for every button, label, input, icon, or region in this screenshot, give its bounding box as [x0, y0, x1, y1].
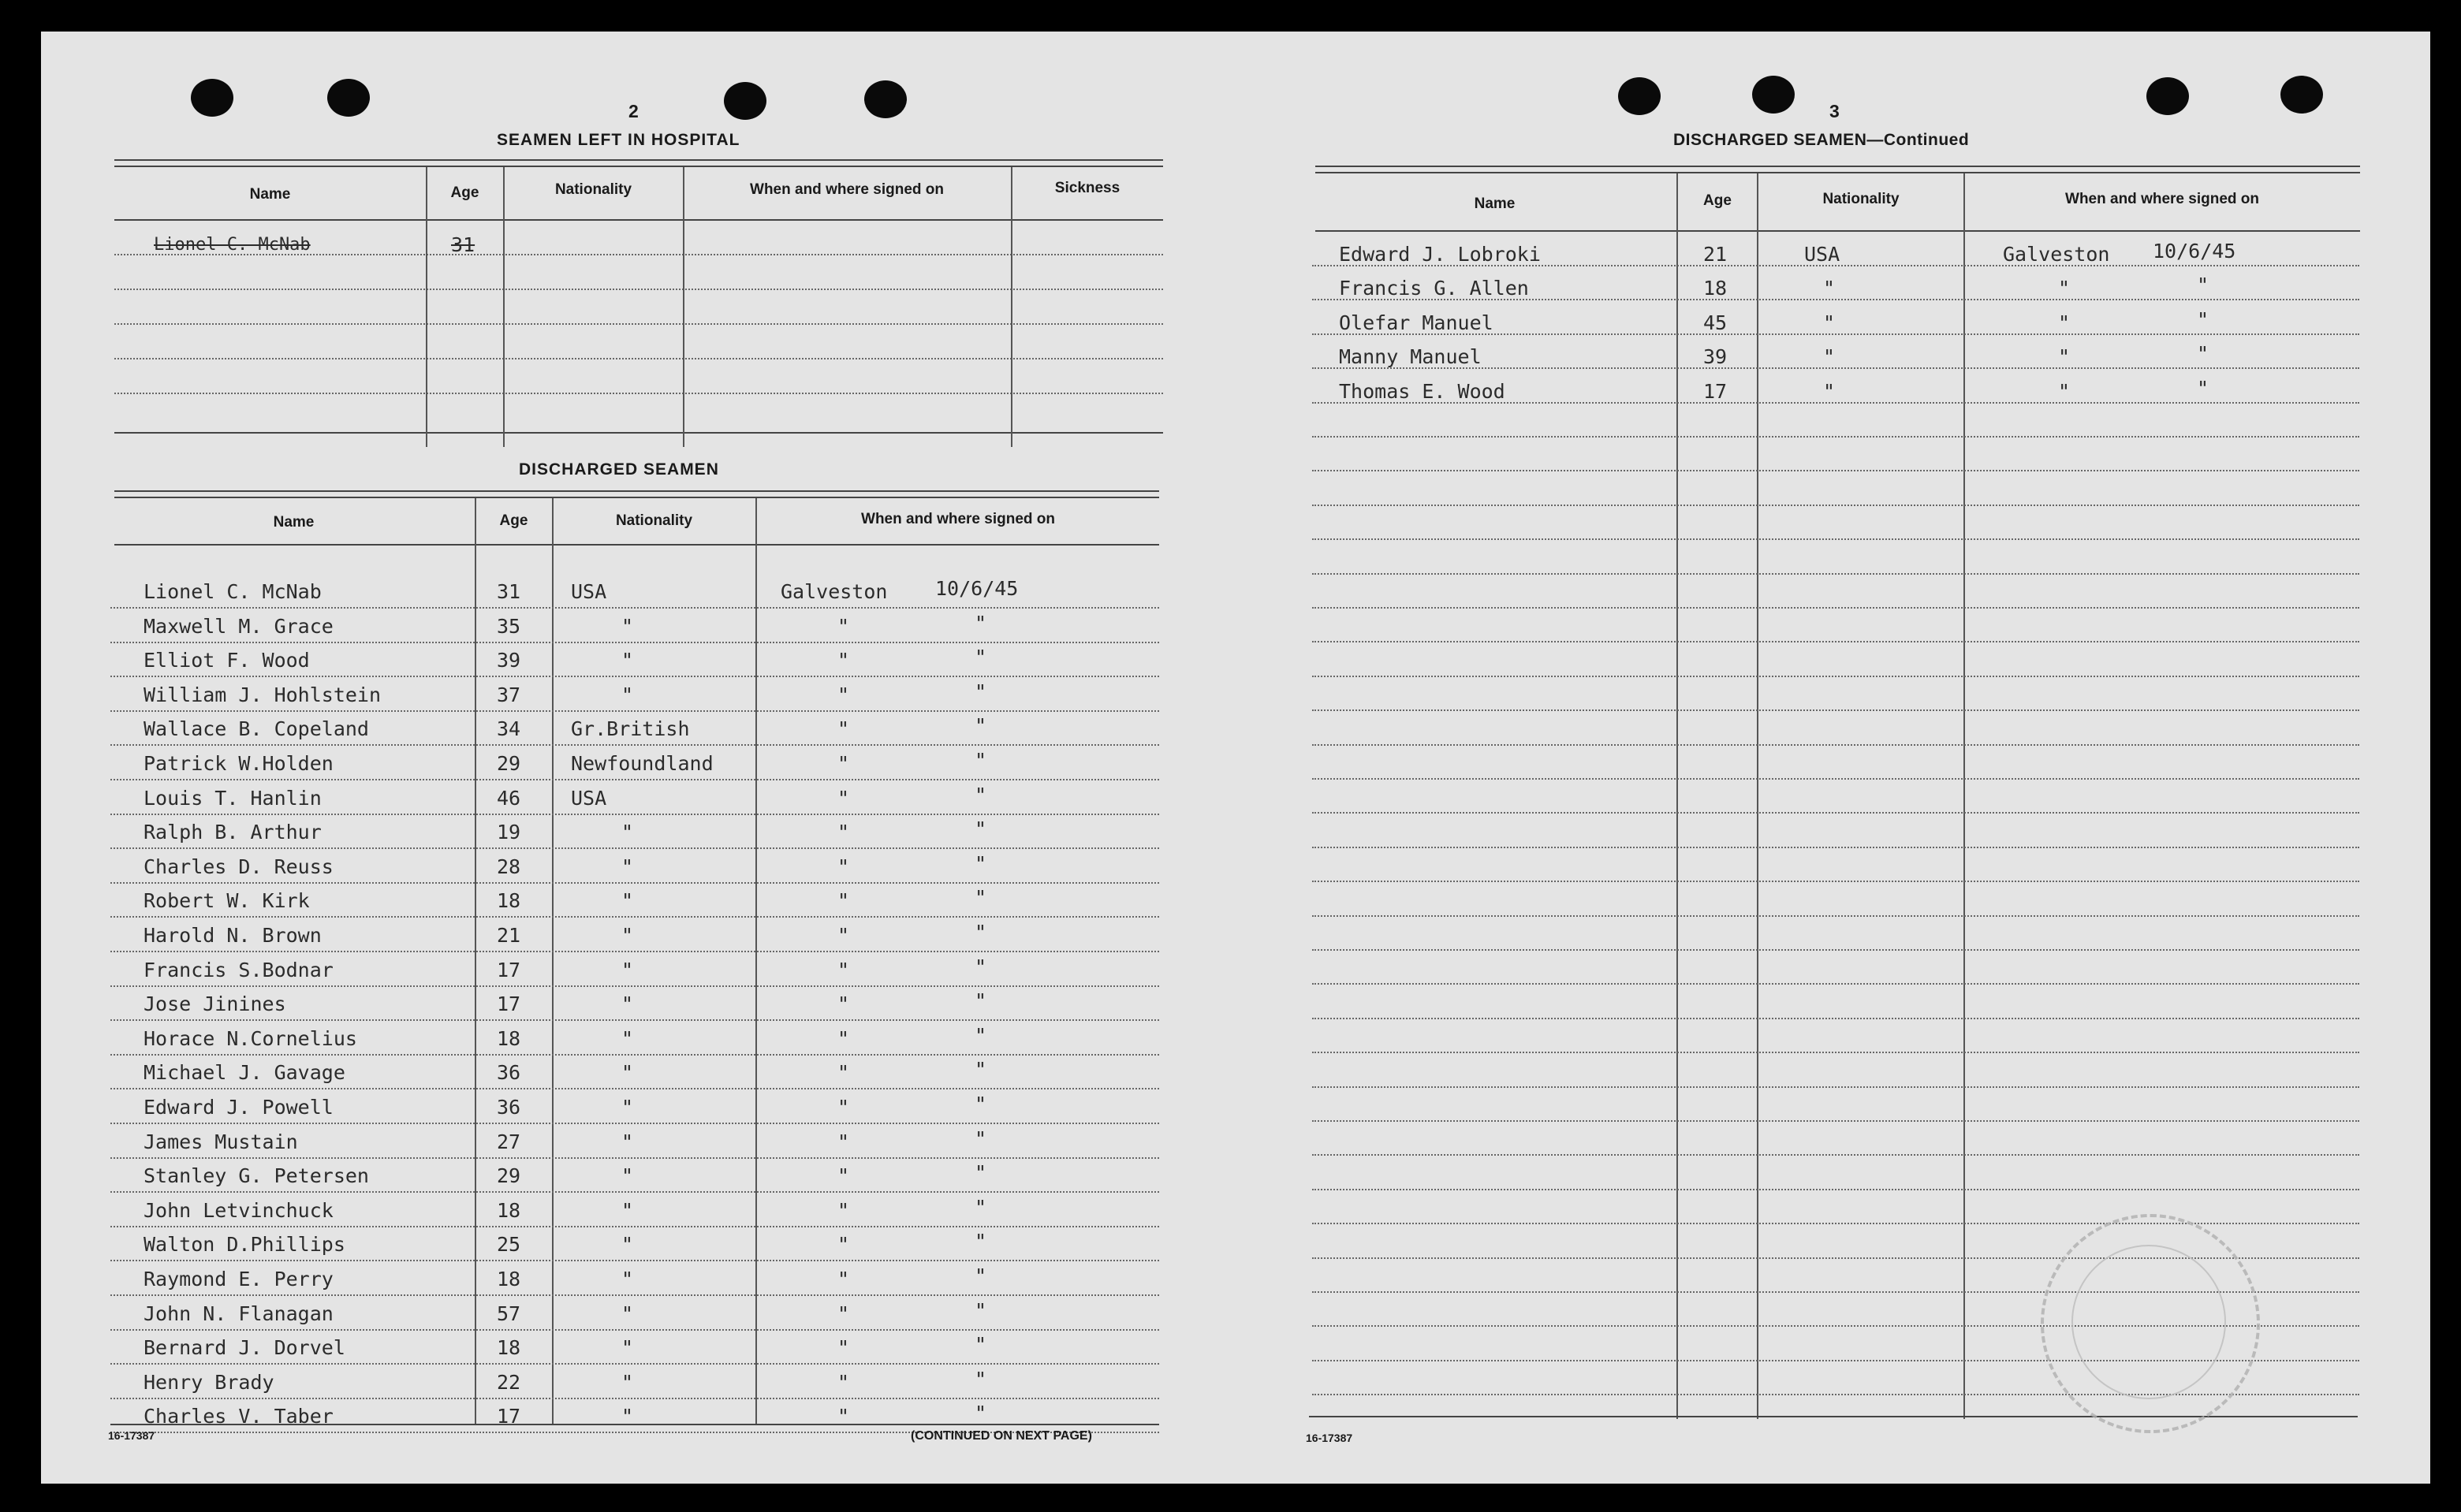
table-cell-place: ": [837, 1026, 850, 1050]
row-line: [110, 1191, 1159, 1193]
table-cell-nationality: USA: [571, 786, 607, 810]
column-divider: [503, 167, 505, 447]
table-cell-name: Edward J. Powell: [144, 1096, 334, 1119]
table-cell-date: ": [975, 1161, 987, 1185]
table-cell-name: Jose Jinines: [144, 992, 286, 1016]
table-cell-place: ": [837, 1198, 850, 1222]
row-line: [110, 882, 1159, 884]
table-cell-nationality: ": [621, 1336, 634, 1360]
row-line: [1312, 1154, 2359, 1156]
table-cell-name: John N. Flanagan: [144, 1302, 334, 1325]
table-cell-nationality: ": [1823, 277, 1836, 300]
table-cell-age: 29: [497, 752, 521, 775]
column-divider: [475, 498, 476, 1424]
row-line: [1312, 812, 2359, 814]
col-header-nationality: Nationality: [615, 512, 693, 529]
row-line: [110, 1363, 1159, 1365]
table-cell-date: ": [2197, 307, 2209, 331]
col-header-nationality: Nationality: [1822, 191, 1900, 207]
divider: [1315, 172, 2360, 173]
table-cell-nationality: USA: [1804, 243, 1840, 266]
table-cell-place: Galveston: [781, 580, 888, 603]
table-cell-place: ": [837, 958, 850, 981]
table-rule: [1315, 230, 2360, 232]
column-divider: [755, 498, 757, 1424]
table-cell-nationality: ": [621, 649, 634, 672]
row-line: [1312, 641, 2359, 642]
table-cell-age: 46: [497, 786, 521, 810]
official-stamp: [2041, 1214, 2260, 1433]
table-cell-place: ": [837, 821, 850, 844]
table-cell-date: ": [975, 921, 987, 944]
table-cell-age: 17: [497, 992, 521, 1016]
discharged-section-title: DISCHARGED SEAMEN: [519, 460, 719, 479]
form-number: 16-17387: [1306, 1432, 1353, 1444]
table-cell-name: Robert W. Kirk: [144, 889, 310, 913]
table-rule: [114, 432, 1163, 434]
discharged-continued-title: DISCHARGED SEAMEN—Continued: [1673, 131, 1970, 149]
divider: [114, 497, 1159, 498]
table-cell-place: ": [837, 1268, 850, 1290]
row-line: [1312, 949, 2359, 951]
table-cell-name: Raymond E. Perry: [144, 1268, 334, 1290]
row-line: [110, 814, 1159, 815]
table-cell-date: ": [975, 646, 987, 669]
table-cell-nationality: Newfoundland: [571, 752, 714, 775]
table-cell-name: Horace N.Cornelius: [144, 1026, 357, 1050]
column-divider: [1676, 173, 1678, 1419]
table-cell-date: ": [975, 1298, 987, 1322]
table-cell-name: Thomas E. Wood: [1339, 379, 1505, 403]
table-cell-place: ": [837, 1405, 850, 1428]
table-cell-name: Charles V. Taber: [144, 1405, 334, 1428]
row-line: [114, 254, 1163, 255]
table-cell-age: 37: [497, 683, 521, 706]
table-cell-age: 36: [497, 1061, 521, 1085]
table-cell-name: John Letvinchuck: [144, 1198, 334, 1222]
row-line: [114, 358, 1163, 359]
row-line: [110, 985, 1159, 987]
table-cell-age: 29: [497, 1164, 521, 1188]
table-cell-nationality: ": [621, 1026, 634, 1050]
col-header-age: Age: [1703, 192, 1732, 209]
table-cell-nationality: ": [621, 992, 634, 1016]
table-cell-date: ": [975, 1023, 987, 1047]
punch-hole: [1618, 77, 1661, 115]
table-cell-date: ": [2197, 376, 2209, 400]
table-cell-age: 22: [497, 1370, 521, 1394]
table-cell-nationality: ": [621, 1198, 634, 1222]
table-cell-date: ": [975, 1264, 987, 1287]
table-cell-nationality: ": [621, 924, 634, 947]
divider: [114, 159, 1163, 161]
table-cell-date: ": [975, 680, 987, 703]
table-cell-date: ": [975, 989, 987, 1013]
table-cell-nationality: ": [621, 889, 634, 913]
table-cell-name: Harold N. Brown: [144, 924, 322, 947]
table-rule: [114, 219, 1163, 221]
table-cell-age: 45: [1703, 311, 1728, 334]
table-cell-place: ": [2058, 311, 2071, 334]
table-cell-date: 10/6/45: [935, 577, 1019, 600]
table-cell-place: ": [837, 889, 850, 913]
row-line: [1312, 505, 2359, 506]
table-cell-place: ": [837, 992, 850, 1016]
row-line: [1312, 709, 2359, 711]
row-line: [1312, 847, 2359, 848]
row-line: [1312, 881, 2359, 882]
row-line: [110, 1294, 1159, 1296]
table-cell-name: Olefar Manuel: [1339, 311, 1493, 334]
table-cell-nationality: ": [1823, 345, 1836, 369]
table-cell-nationality: ": [621, 1130, 634, 1153]
table-cell-place: ": [837, 752, 850, 775]
table-cell-age: 35: [497, 614, 521, 638]
table-cell-date: ": [975, 749, 987, 772]
table-cell-place: ": [837, 683, 850, 706]
row-line: [110, 1019, 1159, 1021]
col-header-signed: When and where signed on: [750, 181, 944, 198]
column-divider: [1963, 173, 1965, 1419]
table-cell-place: ": [837, 649, 850, 672]
table-cell-age: 17: [1703, 379, 1728, 403]
table-cell-name: Edward J. Lobroki: [1339, 243, 1541, 266]
table-cell-name: Francis G. Allen: [1339, 277, 1529, 300]
row-line: [1312, 676, 2359, 677]
table-cell-name: Michael J. Gavage: [144, 1061, 345, 1085]
row-line: [1312, 1018, 2359, 1019]
table-cell-place: ": [837, 1164, 850, 1188]
row-line: [110, 1398, 1159, 1399]
row-line: [1312, 1052, 2359, 1053]
row-line: [1312, 744, 2359, 746]
table-cell-age: 25: [497, 1233, 521, 1257]
table-cell-place: ": [837, 1061, 850, 1085]
col-header-signed: When and where signed on: [2065, 191, 2259, 207]
row-line: [110, 847, 1159, 849]
table-cell-age: 18: [497, 1198, 521, 1222]
table-cell-date: ": [975, 1333, 987, 1357]
table-cell-name: Stanley G. Petersen: [144, 1164, 369, 1188]
table-cell-age: 18: [497, 889, 521, 913]
table-cell-place: ": [2058, 345, 2071, 369]
table-cell-age: 57: [497, 1302, 521, 1325]
table-cell-date: ": [2197, 274, 2209, 297]
table-cell-date: ": [975, 1058, 987, 1082]
table-cell-name: Patrick W.Holden: [144, 752, 334, 775]
table-cell-name: Charles D. Reuss: [144, 855, 334, 878]
table-cell-nationality: ": [621, 1061, 634, 1085]
column-divider: [1757, 173, 1758, 1419]
table-cell-name: Maxwell M. Grace: [144, 614, 334, 638]
table-cell-age: 34: [497, 717, 521, 741]
row-line: [1312, 538, 2359, 540]
row-line: [1312, 470, 2359, 471]
table-cell-name: Walton D.Phillips: [144, 1233, 345, 1257]
table-cell-name: Ralph B. Arthur: [144, 821, 322, 844]
punch-hole: [327, 79, 370, 117]
row-line: [1312, 915, 2359, 917]
row-line: [110, 1054, 1159, 1056]
table-rule: [114, 544, 1159, 546]
col-header-age: Age: [499, 512, 528, 529]
table-cell-place: ": [837, 614, 850, 638]
table-cell-nationality: ": [1823, 379, 1836, 403]
table-cell-date: ": [975, 851, 987, 875]
table-cell-place: ": [837, 1336, 850, 1360]
row-line: [1312, 1120, 2359, 1122]
table-cell-nationality: ": [621, 1164, 634, 1188]
table-cell-age: 17: [497, 958, 521, 981]
form-number: 16-17387: [108, 1429, 155, 1442]
table-cell-nationality: ": [621, 958, 634, 981]
table-cell-place: ": [837, 855, 850, 878]
table-cell-age: 18: [497, 1268, 521, 1290]
column-divider: [683, 167, 684, 447]
table-cell-place: ": [837, 1370, 850, 1394]
table-cell-date: ": [975, 611, 987, 635]
continued-note: (CONTINUED ON NEXT PAGE): [911, 1429, 1092, 1443]
row-line: [110, 951, 1159, 952]
table-cell-date: ": [975, 714, 987, 738]
table-cell-place: Galveston: [2003, 243, 2110, 266]
table-cell-name: Bernard J. Dorvel: [144, 1336, 345, 1360]
table-cell-date: ": [2197, 342, 2209, 366]
table-cell-date: ": [975, 1402, 987, 1425]
table-cell-place: ": [837, 717, 850, 741]
table-cell-place: ": [837, 924, 850, 947]
table-cell-age: 39: [497, 649, 521, 672]
table-cell-name: James Mustain: [144, 1130, 298, 1153]
row-line: [110, 1226, 1159, 1227]
table-cell-age: 31: [497, 580, 521, 603]
row-line: [110, 1260, 1159, 1261]
col-header-signed: When and where signed on: [861, 511, 1055, 527]
col-header-sickness: Sickness: [1054, 180, 1121, 196]
table-cell-name: Manny Manuel: [1339, 345, 1482, 369]
punch-hole: [2280, 76, 2323, 114]
divider: [1315, 166, 2360, 167]
table-cell-age: 36: [497, 1096, 521, 1119]
column-divider: [552, 498, 554, 1424]
row-line: [110, 1329, 1159, 1331]
table-cell-name: Lionel C. McNab: [144, 580, 322, 603]
column-divider: [1011, 167, 1012, 447]
table-cell-date: ": [975, 1195, 987, 1219]
crossed-out-age: 31: [451, 233, 475, 256]
table-cell-date: ": [975, 886, 987, 910]
table-cell-name: Louis T. Hanlin: [144, 786, 322, 810]
row-line: [114, 289, 1163, 290]
table-cell-place: ": [2058, 277, 2071, 300]
table-cell-nationality: ": [621, 1233, 634, 1257]
table-cell-name: Henry Brady: [144, 1370, 274, 1394]
page-number: 3: [1829, 101, 1840, 121]
row-line: [110, 710, 1159, 712]
row-line: [110, 607, 1159, 609]
hospital-section-title: SEAMEN LEFT IN HOSPITAL: [497, 131, 740, 149]
table-cell-date: ": [975, 1367, 987, 1391]
table-cell-nationality: ": [621, 1096, 634, 1119]
col-header-nationality: Nationality: [554, 181, 632, 198]
table-cell-age: 21: [497, 924, 521, 947]
row-line: [1312, 573, 2359, 575]
row-line: [1312, 1189, 2359, 1190]
table-cell-nationality: ": [621, 1302, 634, 1325]
table-cell-name: Francis S.Bodnar: [144, 958, 334, 981]
table-cell-place: ": [837, 786, 850, 810]
divider: [114, 490, 1159, 492]
row-line: [114, 393, 1163, 394]
table-cell-age: 27: [497, 1130, 521, 1153]
col-header-name: Name: [273, 514, 315, 531]
table-cell-place: ": [837, 1130, 850, 1153]
col-header-name: Name: [249, 186, 291, 203]
row-line: [110, 1157, 1159, 1159]
table-cell-nationality: ": [621, 821, 634, 844]
punch-hole: [2146, 77, 2189, 115]
col-header-name: Name: [1474, 196, 1516, 212]
table-cell-age: 21: [1703, 243, 1728, 266]
table-cell-age: 39: [1703, 345, 1728, 369]
table-cell-date: ": [975, 783, 987, 806]
table-cell-nationality: ": [621, 683, 634, 706]
row-line: [110, 642, 1159, 643]
table-cell-age: 18: [497, 1026, 521, 1050]
table-cell-nationality: ": [621, 614, 634, 638]
table-cell-nationality: ": [621, 1405, 634, 1428]
table-cell-age: 18: [1703, 277, 1728, 300]
row-line: [1312, 607, 2359, 609]
table-cell-age: 17: [497, 1405, 521, 1428]
table-cell-name: Wallace B. Copeland: [144, 717, 369, 741]
row-line: [1312, 436, 2359, 438]
crossed-out-name: Lionel C. McNab: [154, 235, 311, 255]
punch-hole: [1752, 76, 1795, 114]
stamp-inner-ring: [2071, 1245, 2226, 1399]
table-cell-place: ": [2058, 379, 2071, 403]
table-cell-nationality: ": [621, 1370, 634, 1394]
table-cell-date: ": [975, 817, 987, 841]
row-line: [1312, 778, 2359, 780]
row-line: [114, 323, 1163, 325]
page-number: 2: [628, 101, 639, 121]
table-cell-date: ": [975, 955, 987, 978]
table-cell-name: William J. Hohlstein: [144, 683, 382, 706]
punch-hole: [724, 82, 766, 120]
table-rule: [110, 1424, 1159, 1425]
table-cell-nationality: ": [1823, 311, 1836, 334]
table-cell-nationality: Gr.British: [571, 717, 690, 741]
table-cell-age: 28: [497, 855, 521, 878]
table-cell-date: ": [975, 1230, 987, 1253]
table-cell-name: Elliot F. Wood: [144, 649, 310, 672]
row-line: [110, 916, 1159, 918]
table-cell-age: 19: [497, 821, 521, 844]
table-cell-place: ": [837, 1233, 850, 1257]
table-cell-date: 10/6/45: [2153, 240, 2236, 263]
row-line: [110, 1123, 1159, 1124]
row-line: [1312, 983, 2359, 985]
divider: [114, 166, 1163, 167]
table-cell-date: ": [975, 1093, 987, 1115]
row-line: [110, 744, 1159, 746]
row-line: [110, 676, 1159, 677]
row-line: [110, 779, 1159, 780]
col-header-age: Age: [450, 184, 479, 201]
punch-hole: [191, 79, 233, 117]
table-cell-age: 18: [497, 1336, 521, 1360]
punch-hole: [864, 80, 907, 118]
column-divider: [426, 167, 427, 447]
table-cell-nationality: ": [621, 855, 634, 878]
row-line: [1312, 1223, 2359, 1224]
table-cell-nationality: ": [621, 1268, 634, 1290]
table-cell-date: ": [975, 1127, 987, 1150]
table-cell-place: ": [837, 1302, 850, 1325]
table-cell-nationality: USA: [571, 580, 607, 603]
row-line: [1312, 1086, 2359, 1088]
table-cell-place: ": [837, 1096, 850, 1119]
row-line: [110, 1088, 1159, 1089]
